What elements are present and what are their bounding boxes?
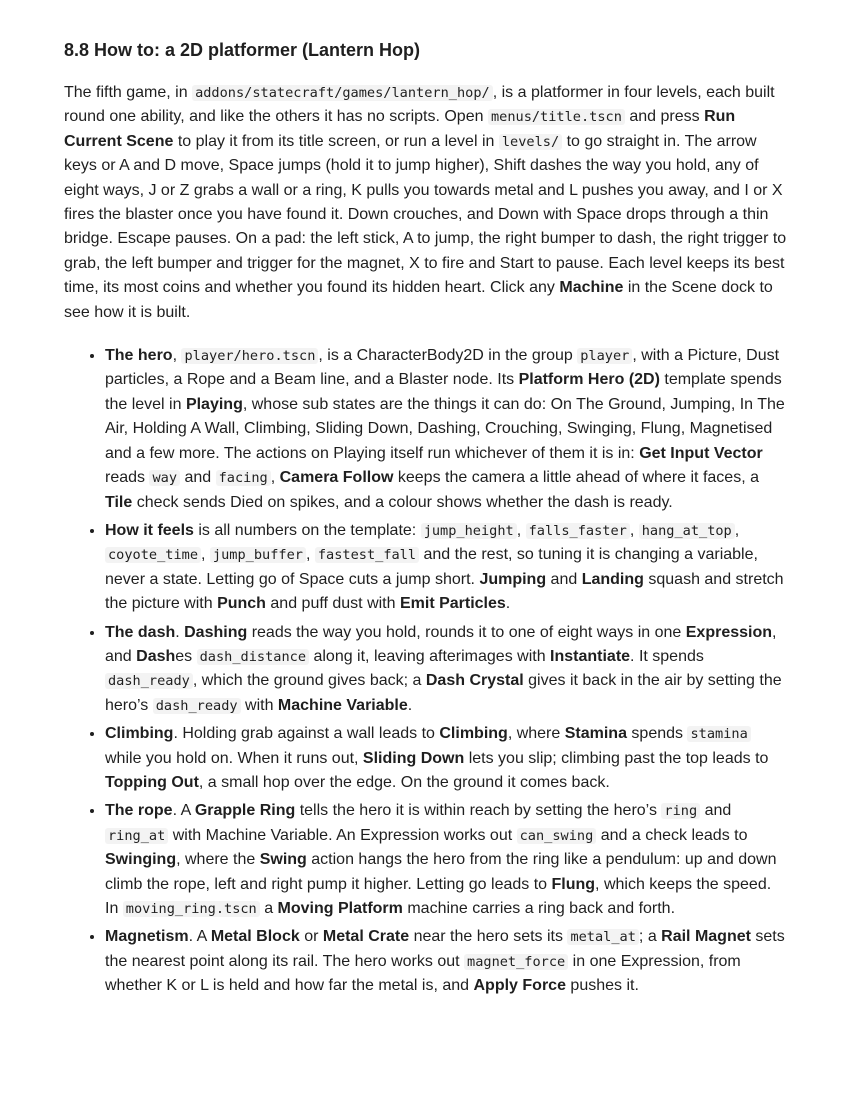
text-run: and a check leads to <box>596 826 748 844</box>
text-run: . A <box>172 802 195 820</box>
bold-term: Magnetism <box>105 928 189 946</box>
text-run: and <box>700 802 732 820</box>
text-run: in one Expression, from whether K or L is held and how far the metal is, and <box>105 952 741 995</box>
bold-term: Machine Variable <box>277 696 408 714</box>
text-run: , is a CharacterBody2D in the group <box>318 347 578 365</box>
code-term: jump_buffer <box>210 547 306 563</box>
text-run: or <box>299 928 323 946</box>
code-term: dash_ready <box>105 673 193 689</box>
bold-term: Apply Force <box>473 977 566 995</box>
bold-term: Moving Platform <box>277 900 403 917</box>
text-run: , and <box>105 623 777 665</box>
text-run: spends <box>626 725 688 743</box>
list-item-climbing <box>105 722 788 795</box>
text-run: is all numbers on the template: <box>193 521 421 539</box>
text-run: and the rest, so tuning it is changing a variable, never a state. Letting go of Space cuts a jump short. <box>105 546 758 588</box>
bold-term: Playing <box>185 395 243 413</box>
text-run: reads <box>105 469 150 487</box>
text-run: , <box>734 521 740 539</box>
code-term: menus/title.tscn <box>488 109 625 125</box>
code-term: can_swing <box>517 828 597 844</box>
text-run: reads the way you hold, rounds it to one of eight ways in one <box>247 623 686 641</box>
text-run: ; a <box>638 928 662 946</box>
code-term: way <box>149 470 180 486</box>
bold-term: Topping Out <box>105 773 199 791</box>
text-run: and <box>546 570 582 588</box>
text-run: and <box>180 469 216 487</box>
text-run: , where <box>507 725 565 743</box>
code-term: moving_ring.tscn <box>123 901 260 917</box>
code-term: falls_faster <box>526 523 630 539</box>
text-run: . Holding grab against a wall leads to <box>173 725 440 743</box>
text-run: . A <box>188 928 211 946</box>
text-run: machine carries a ring back and forth. <box>402 900 676 917</box>
code-term: ring <box>661 803 700 819</box>
text-run: , <box>516 521 526 539</box>
text-run: , <box>201 546 210 564</box>
text-run: . <box>175 623 185 641</box>
bold-term: Flung <box>551 875 596 893</box>
text-run: with <box>240 696 278 714</box>
text-run: while you hold on. When it runs out, <box>105 749 363 767</box>
bold-term: Run Current Scene <box>64 108 736 150</box>
bold-term: The rope <box>105 802 173 820</box>
code-term: dash_ready <box>153 698 241 714</box>
text-run: , <box>172 347 182 365</box>
code-term: addons/statecraft/games/lantern_hop/ <box>192 85 493 101</box>
text-run: template spends the level in <box>105 371 782 413</box>
text-run: along it, leaving afterimages with <box>309 647 551 665</box>
bold-term: Sliding Down <box>362 749 465 767</box>
bold-term: Emit Particles <box>399 595 506 613</box>
code-term: stamina <box>687 726 750 742</box>
text-run: , <box>629 521 639 539</box>
bold-term: Swinging <box>105 851 177 869</box>
bold-term: Rail Magnet <box>661 928 751 946</box>
text-run: The fifth game, in <box>64 84 193 101</box>
text-run: , is a platformer in four levels, each built round one ability, and like the others it has no scripts. Open <box>64 84 775 126</box>
bold-term: Stamina <box>564 725 627 743</box>
bold-term: Landing <box>581 570 644 588</box>
bold-term: Camera Follow <box>279 469 394 487</box>
text-run: , whose sub states are the things it can do: On The Ground, Jumping, In The Air, Holding A Wall, Climbing, Sliding Down, Dashing, Crouching, Swinging, Flung, Magnetised and a few more. The actions on Playing itself run whichever of them it is in: <box>105 395 785 462</box>
list-item-magnetism <box>105 925 788 998</box>
text-run: pushes it. <box>565 977 639 995</box>
code-term: ring_at <box>105 828 168 844</box>
code-term: facing <box>216 470 271 486</box>
code-term: player/hero.tscn <box>181 348 318 364</box>
text-run: with Machine Variable. An Expression works out <box>168 826 517 844</box>
bold-term: Metal Crate <box>322 928 410 946</box>
bold-term: Dash Crystal <box>425 672 524 690</box>
bold-term: Instantiate <box>550 647 631 665</box>
code-term: metal_at <box>567 929 638 945</box>
text-run: and press <box>624 108 705 126</box>
text-run: keeps the camera a little ahead of where it faces, a <box>393 469 759 487</box>
list-item-hero <box>105 344 788 515</box>
code-term: magnet_force <box>464 954 568 970</box>
text-run: and puff dust with <box>265 595 400 613</box>
text-run: , <box>270 469 280 487</box>
text-run: . It spends <box>630 647 704 665</box>
bold-term: How it feels <box>105 521 194 539</box>
section-heading: 8.8 How to: a 2D platformer (Lantern Hop) <box>64 40 421 60</box>
bold-term: Dash <box>136 647 176 665</box>
text-run: , which the ground gives back; a <box>192 672 426 690</box>
bold-term: Tile <box>105 493 133 511</box>
code-term: coyote_time <box>105 547 201 563</box>
text-run: . <box>505 595 511 613</box>
list-item-dash <box>105 621 788 719</box>
bold-term: Metal Block <box>210 928 300 946</box>
bold-term: Climbing <box>105 725 174 743</box>
bold-term: Get Input Vector <box>639 444 763 462</box>
text-run: lets you slip; climbing past the top leads to <box>464 749 769 767</box>
text-run: a <box>259 900 278 917</box>
text-run: es <box>175 647 197 665</box>
code-term: levels/ <box>499 134 562 150</box>
code-term: player <box>577 348 632 364</box>
text-run: , with a Picture, Dust particles, a Rope and a Beam line, and a Blaster node. Its <box>105 347 780 389</box>
bold-term: Machine <box>559 279 624 297</box>
list-item-feel <box>105 519 788 617</box>
bold-term: Punch <box>217 595 266 613</box>
code-term: fastest_fall <box>315 547 419 563</box>
text-run: gives it back in the air by setting the hero’s <box>105 672 782 714</box>
bold-term: Climbing <box>439 725 508 743</box>
bold-term: The dash <box>105 623 176 641</box>
feature-list <box>64 344 788 999</box>
list-item-rope <box>105 799 788 921</box>
text-run: , which keeps the speed. In <box>105 875 772 917</box>
code-term: dash_distance <box>197 649 309 665</box>
bold-term: Swing <box>259 851 307 869</box>
bold-term: Grapple Ring <box>194 802 296 820</box>
bold-term: Jumping <box>479 570 547 588</box>
text-run: , where the <box>176 851 260 869</box>
bold-term: Dashing <box>184 623 248 641</box>
text-run: to go straight in. The arrow keys or A and D move, Space jumps (hold it to jump higher), Shift dashes the way you hold, any of eight ways, J or Z grabs a wall or a ring, K pulls you towards metal and L pushes you away, and I or X fires the blaster once you have found it. Down crouches, and Down with Space drops through a thin bridge. Escape pauses. On a pad: the left stick, A to jump, the right bumper to dash, the right trigger to grab, the left bumper and trigger for the magnet, X to fire and Start to pause. Each level keeps its best time, its most coins and whether you found its hidden heart. Click any <box>64 132 787 297</box>
code-term: hang_at_top <box>639 523 735 539</box>
bold-term: Expression <box>685 623 773 641</box>
text-run: . <box>407 696 413 714</box>
text-run: near the hero sets its <box>409 928 568 946</box>
text-run: , <box>305 546 315 564</box>
text-run: check sends Died on spikes, and a colour shows whether the dash is ready. <box>132 493 673 511</box>
text-run: to play it from its title screen, or run a level in <box>173 132 499 150</box>
document-page <box>64 36 788 1003</box>
text-run: sets the nearest point along its rail. The hero works out <box>105 928 785 970</box>
text-run: , a small hop over the edge. On the ground it comes back. <box>198 773 610 791</box>
text-run: in the Scene dock to see how it is built. <box>64 279 773 321</box>
bold-term: The hero <box>105 347 173 365</box>
text-run: squash and stretch the picture with <box>105 570 784 613</box>
code-term: jump_height <box>421 523 517 539</box>
bold-term: Platform Hero (2D) <box>518 371 660 389</box>
text-run: tells the hero it is within reach by setting the hero’s <box>295 802 662 820</box>
text-run: action hangs the hero from the ring like a pendulum: up and down climb the rope, left and right pump it higher. Letting go leads to <box>105 851 777 893</box>
intro-paragraph <box>64 81 788 325</box>
